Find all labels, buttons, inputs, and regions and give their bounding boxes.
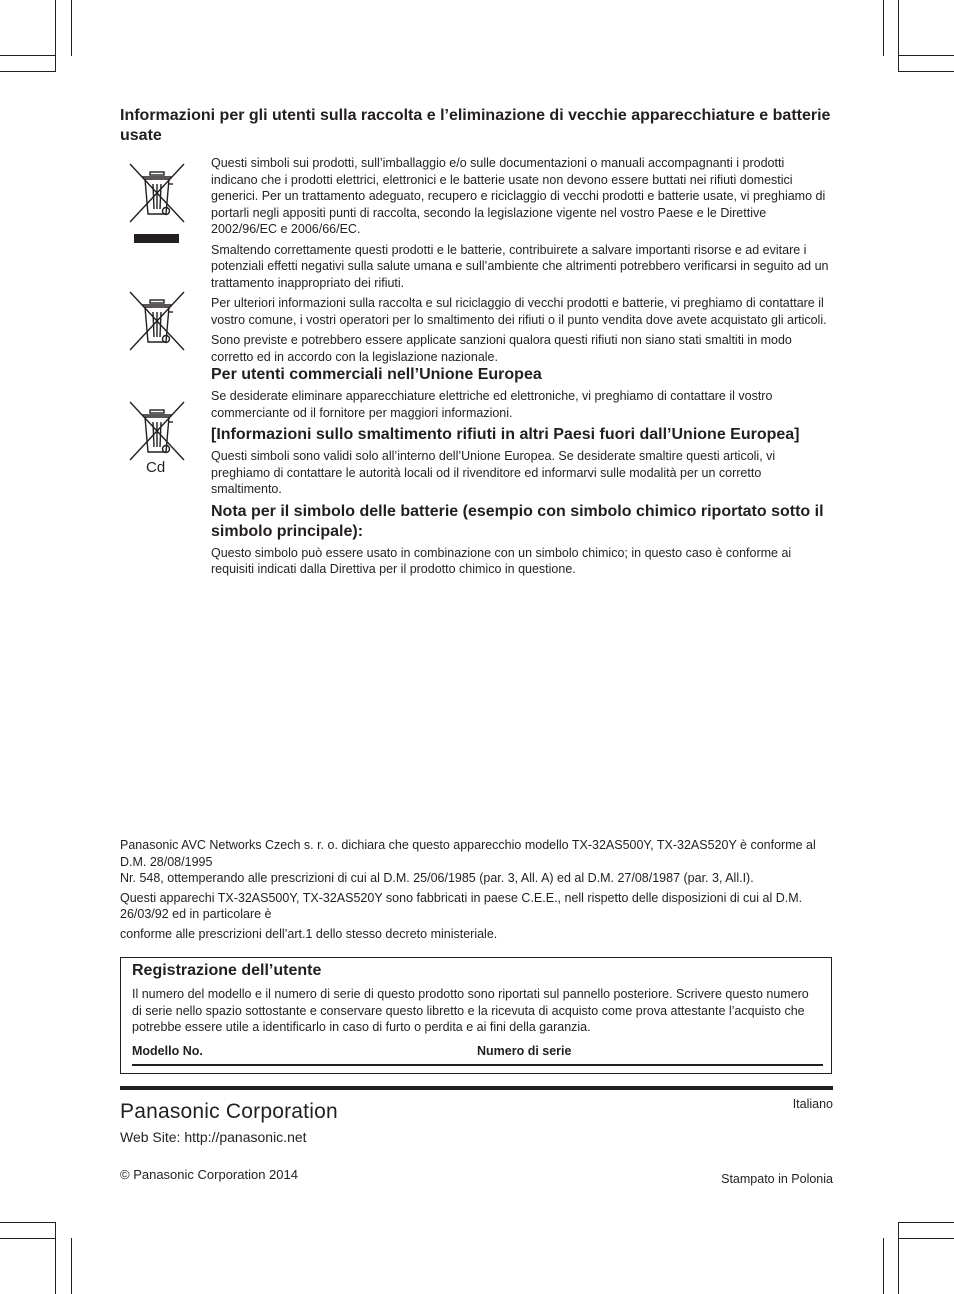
info-body <box>211 155 831 582</box>
paragraph: Questi simboli sono validi solo all’interno dell’Unione Europea. Se desiderate smaltire questi articoli, vi preghiamo di contattare le autorità locali od il rivenditore ed informarvi sulle modalità per un corretto smaltimento. <box>211 449 776 496</box>
paragraph: Per ulteriori informazioni sulla raccolta e sul riciclaggio di vecchi prodotti e batterie, vi preghiamo di contattare il vostro comune, i vostri operatori per lo smaltimento dei rifiuti o il punto vendita dove avete acquistato gli articoli. <box>211 296 827 327</box>
section-heading: [Informazioni sullo smaltimento rifiuti in altri Paesi fuori dall’Unione Europea] <box>211 426 800 443</box>
paragraph: Questo simbolo può essere usato in combinazione con un simbolo chimico; in questo caso è conforme ai requisiti indicati dalla Direttiva per il prodotto chimico in questione. <box>211 545 792 576</box>
paragraph: Sono previste e potrebbero essere applicate sanzioni qualora questi rifiuti non siano stati smaltiti in modo corretto ed in accordo con la legislazione nazionale. <box>211 333 792 364</box>
declaration-line: conforme alle prescrizioni dell’art.1 dello stesso decreto ministeriale. <box>120 926 498 941</box>
printed-in: Stampato in Polonia <box>721 1172 833 1186</box>
paragraph: Questi simboli sui prodotti, sull’imballaggio e/o sulle documentazioni o manuali accompagnanti i prodotti indicano che i prodotti elettrici, elettronici e le batterie usate non devono essere buttati nei rifiuti domestici generici. Per un trattamento adeguato, recupero e riciclaggio di vecchi prodotti e batterie usate, vi preghiamo di portarli negli appositi punti di raccolta, secondo la legislazione vigente nel vostro Paese e le Direttive 2002/96/EC e 2006/66/EC. <box>211 156 826 236</box>
paragraph: Smaltendo correttamente questi prodotti e le batterie, contribuirete a salvare importanti risorse e ad evitare i potenziali effetti negativi sulla salute umana e sull’ambiente che altrimenti potrebbero verificarsi in seguito ad un trattamento inappropriato dei rifiuti. <box>211 242 829 290</box>
conformity-declaration <box>120 837 835 945</box>
registration-title: Registrazione dell’utente <box>132 962 322 979</box>
section-heading: Per utenti commerciali nell’Unione Europea <box>211 366 542 383</box>
user-registration-box <box>120 957 832 1074</box>
declaration-line: Questi apparechi TX-32AS500Y, TX-32AS520Y sono fabbricati in paese C.E.E., nell rispetto delle disposizioni di cui al D.M. 26/03/92 ed in particolare è <box>120 890 803 921</box>
declaration-line: Panasonic AVC Networks Czech s. r. o. dichiara che questo apparecchio modello TX-32AS500Y, TX-32AS520Y è conforme al D.M. 28/08/1995 <box>120 838 816 869</box>
write-in-line <box>132 1064 823 1066</box>
serial-label: Numero di serie <box>477 1044 572 1058</box>
declaration-line: Nr. 548, ottemperando alle prescrizioni di cui al D.M. 25/06/1985 (par. 3, All. A) ed al D.M. 27/08/1987 (par. 3, All.I). <box>120 871 754 885</box>
crossed-bin-icon <box>128 400 186 462</box>
language-label: Italiano <box>792 1097 833 1111</box>
website-text: Web Site: http://panasonic.net <box>120 1129 307 1145</box>
crossed-bin-icon <box>128 290 186 352</box>
copyright: © Panasonic Corporation 2014 <box>120 1167 298 1182</box>
model-label: Modello No. <box>132 1044 203 1058</box>
solid-bar-icon <box>134 234 179 243</box>
section-heading: Nota per il simbolo delle batterie (esempio con simbolo chimico riportato sotto il simbolo principale): <box>211 502 824 540</box>
footer-rule <box>120 1086 833 1090</box>
crossed-bin-icon <box>128 162 186 224</box>
paragraph: Se desiderate eliminare apparecchiature elettriche ed elettroniche, vi preghiamo di contattare il vostro commerciante od il fornitore per maggiori informazioni. <box>211 389 773 420</box>
chemical-symbol: Cd <box>146 459 166 476</box>
registration-text: Il numero del modello e il numero di serie di questo prodotto sono riportati sul pannello posteriore. Scrivere questo numero di serie nello spazio sottostante e conservare questo libretto e la ricevuta di acquisto come prova attestante l’acquisto che potrebbe essere utile a identificarlo in caso di furto o perdita e ai fini della garanzia. <box>132 987 809 1034</box>
company-logo-text: Panasonic Corporation <box>120 1100 338 1123</box>
page-heading: Informazioni per gli utenti sulla raccolta e l’eliminazione di vecchie apparecchiature e batterie usate <box>120 107 831 144</box>
